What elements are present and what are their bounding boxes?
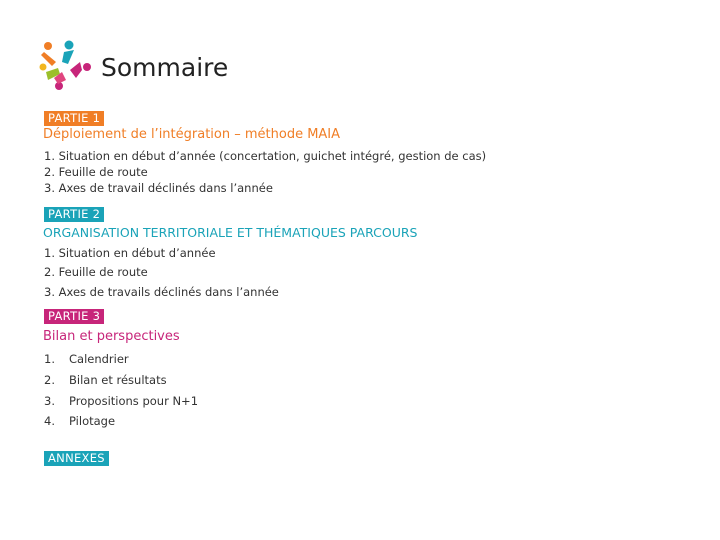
annexes-badge: ANNEXES [44, 451, 109, 466]
part3-item-2 [44, 372, 167, 388]
part3-badge: PARTIE 3 [44, 309, 104, 324]
part1-item-2: 2. Feuille de route [44, 165, 148, 179]
part3-item-1-number: 1. [44, 352, 55, 366]
part2-item-1: 1. Situation en début d’année [44, 246, 216, 260]
part1-title: Déploiement de l’intégration – méthode MAIA [43, 127, 341, 142]
part3-item-3-number: 3. [44, 394, 55, 408]
page-title: Sommaire [101, 53, 229, 82]
part2-badge: PARTIE 2 [44, 207, 104, 222]
part1-item-1: 1. Situation en début d’année (concertation, guichet intégré, gestion de cas) [44, 149, 487, 163]
part3-item-1-label: Calendrier [69, 352, 129, 366]
part3-item-2-number: 2. [44, 373, 55, 387]
part1-badge: PARTIE 1 [44, 111, 104, 126]
part1-item-3: 3. Axes de travail déclinés dans l’année [44, 181, 273, 195]
people-circle-logo-icon [38, 40, 96, 92]
part3-item-4 [44, 413, 115, 429]
part2-title: ORGANISATION TERRITORIALE ET THÉMATIQUES PARCOURS [43, 225, 418, 240]
part3-item-3 [44, 393, 198, 409]
part2-item-2: 2. Feuille de route [44, 265, 148, 279]
part3-item-2-label: Bilan et résultats [69, 373, 167, 387]
part2-item-3: 3. Axes de travails déclinés dans l’année [44, 285, 279, 299]
part3-item-4-label: Pilotage [69, 414, 116, 428]
part3-item-4-number: 4. [44, 414, 55, 428]
part3-item-3-label: Propositions pour N+1 [69, 394, 199, 408]
part3-item-1 [44, 351, 129, 367]
part3-title: Bilan et perspectives [43, 329, 180, 344]
